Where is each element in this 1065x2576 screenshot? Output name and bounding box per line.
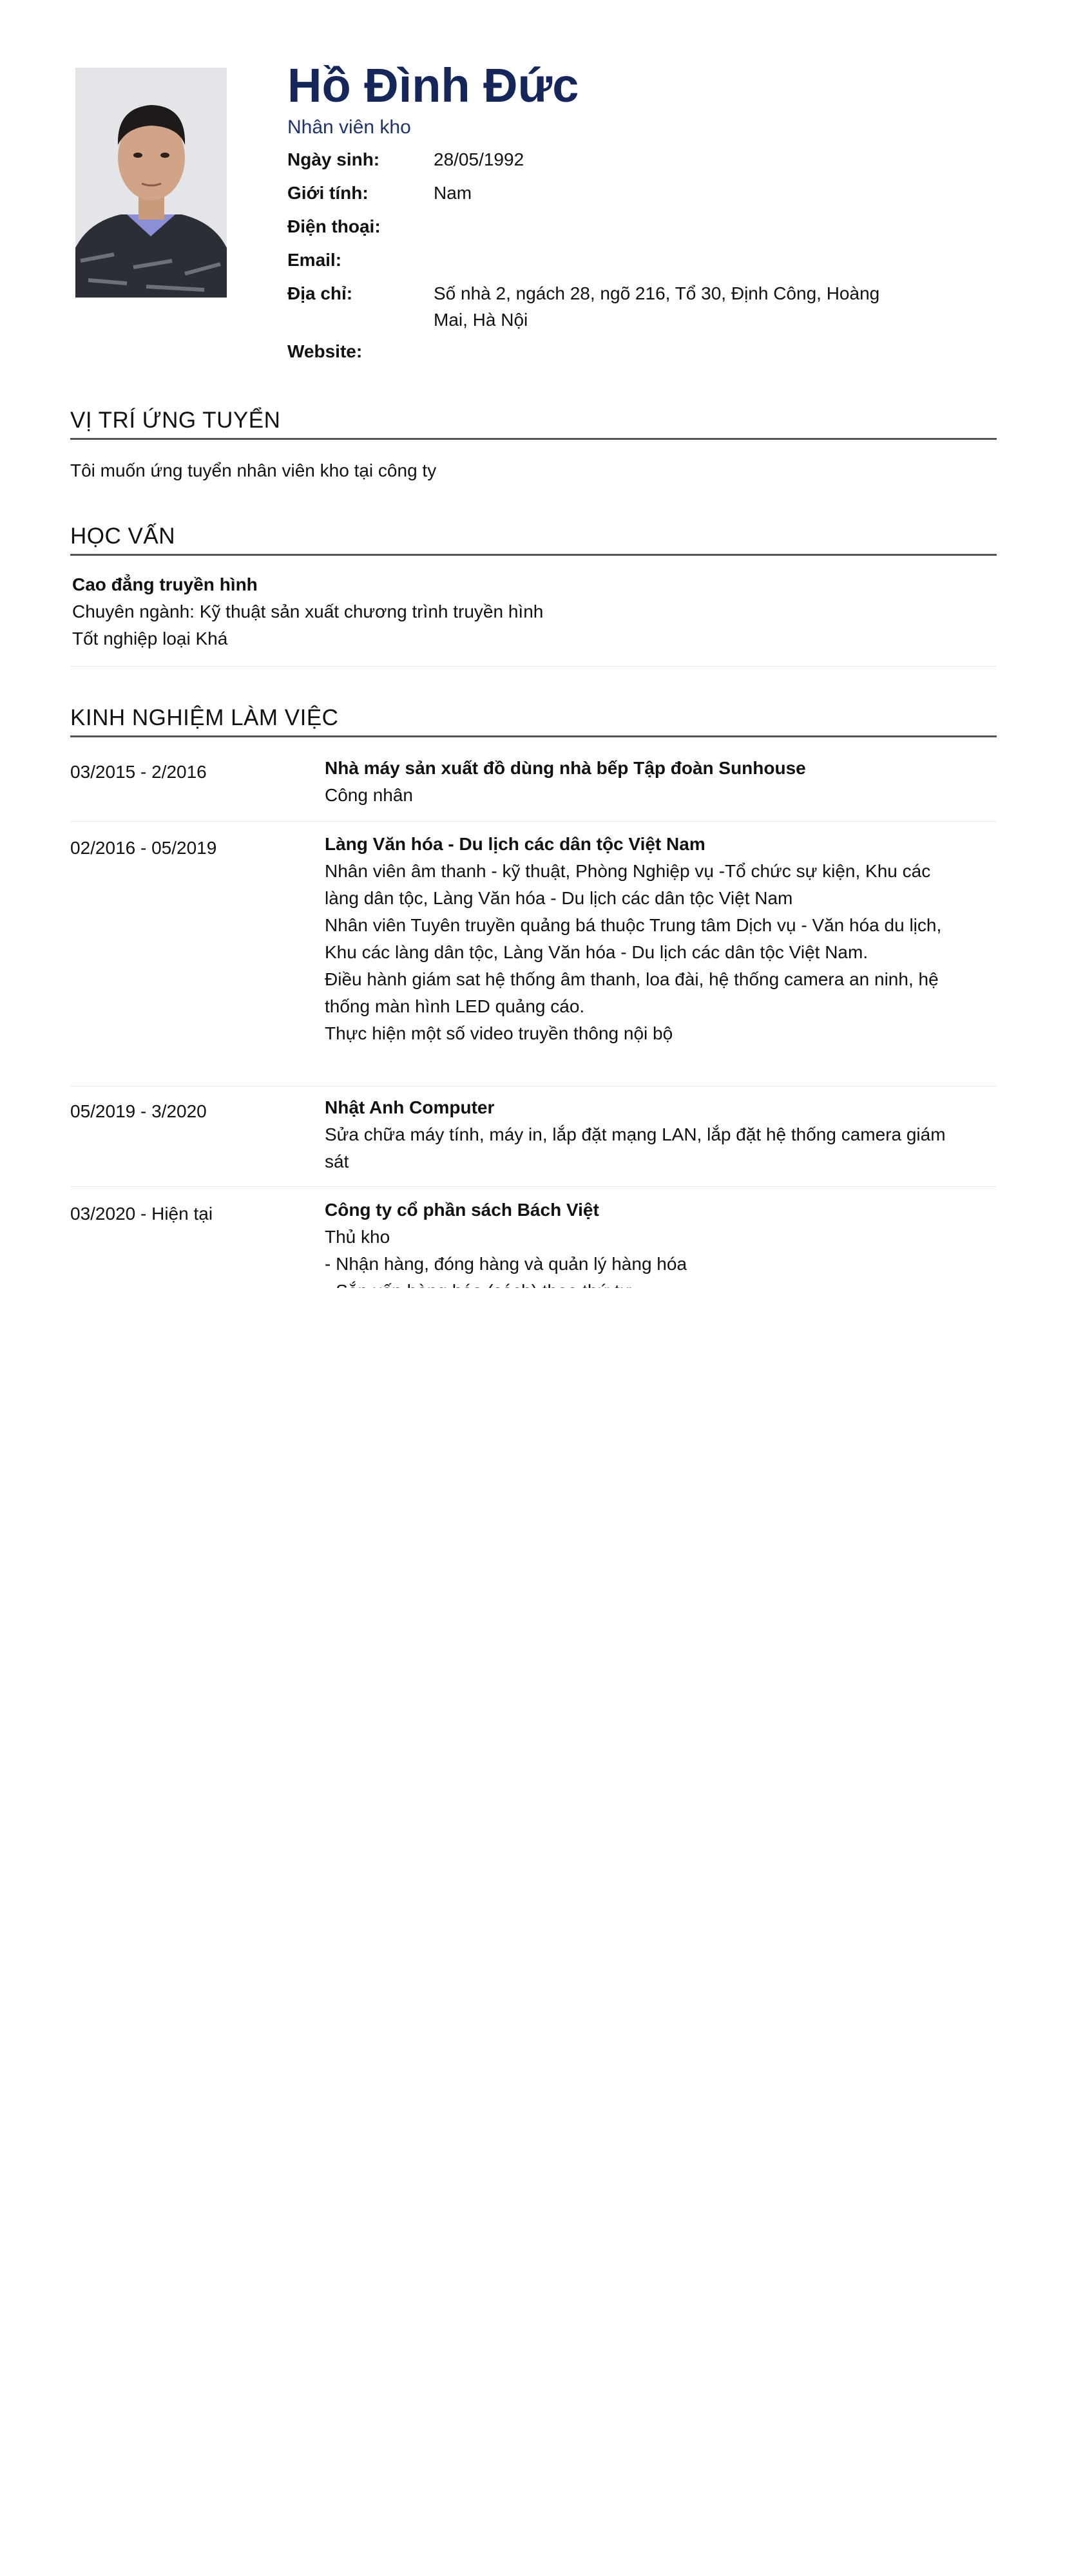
experience-date: 03/2020 - Hiện tại xyxy=(70,1204,213,1224)
experience-line: Điều hành giám sat hệ thống âm thanh, loa đài, hệ thống camera an ninh, hệ thống màn hình LED quảng cáo. xyxy=(325,969,939,1016)
experience-body xyxy=(325,831,956,1047)
experience-line: Nhân viên Tuyên truyền quảng bá thuộc Trung tâm Dịch vụ - Văn hóa du lịch, Khu các làng dân tộc, Làng Văn hóa - Du lịch các dân tộc Việt Nam. xyxy=(325,915,942,962)
experience-company: Nhà máy sản xuất đồ dùng nhà bếp Tập đoàn Sunhouse xyxy=(325,758,806,778)
info-label: Địa chỉ: xyxy=(287,283,353,303)
experience-company: Công ty cổ phần sách Bách Việt xyxy=(325,1200,599,1220)
divider xyxy=(70,821,997,822)
section-heading-objective: VỊ TRÍ ỨNG TUYỂN xyxy=(70,407,997,440)
experience-company: Nhật Anh Computer xyxy=(325,1097,495,1117)
objective-text: Tôi muốn ứng tuyển nhân viên kho tại công ty xyxy=(70,460,437,480)
divider xyxy=(70,1186,997,1187)
profile-photo xyxy=(75,68,227,298)
section-heading-education: HỌC VẤN xyxy=(70,523,997,556)
info-label: Website: xyxy=(287,341,363,361)
profile-photo-image xyxy=(75,68,227,298)
education-school: Cao đẳng truyền hình xyxy=(72,574,258,594)
experience-line: Thực hiện một số video truyền thông nội bộ xyxy=(325,1023,673,1043)
experience-line: Sửa chữa máy tính, máy in, lắp đặt mạng LAN, lắp đặt hệ thống camera giám sát xyxy=(325,1124,946,1171)
education-entry xyxy=(72,571,997,652)
experience-company: Làng Văn hóa - Du lịch các dân tộc Việt Nam xyxy=(325,834,705,854)
experience-line: - Nhận hàng, đóng hàng và quản lý hàng hóa xyxy=(325,1254,687,1274)
info-label: Ngày sinh: xyxy=(287,149,380,169)
section-heading-experience: KINH NGHIỆM LÀM VIỆC xyxy=(70,705,997,737)
experience-line: Thủ kho xyxy=(325,1227,390,1247)
experience-date: 05/2019 - 3/2020 xyxy=(70,1101,207,1121)
experience-body xyxy=(325,755,956,809)
info-value: 28/05/1992 xyxy=(434,149,524,169)
education-grade: Tốt nghiệp loại Khá xyxy=(72,629,228,649)
candidate-name: Hồ Đình Đức xyxy=(287,59,579,112)
info-value: Số nhà 2, ngách 28, ngõ 216, Tổ 30, Định Công, Hoàng Mai, Hà Nội xyxy=(434,283,880,330)
experience-date: 02/2016 - 05/2019 xyxy=(70,838,217,858)
blank-page-area xyxy=(0,1288,1065,2576)
candidate-title: Nhân viên kho xyxy=(287,117,411,138)
info-label: Email: xyxy=(287,250,342,270)
info-value: Nam xyxy=(434,183,472,203)
info-label: Giới tính: xyxy=(287,183,369,203)
experience-line: Công nhân xyxy=(325,785,414,805)
experience-date: 03/2015 - 2/2016 xyxy=(70,762,207,782)
info-label: Điện thoại: xyxy=(287,216,381,236)
experience-line: Nhân viên âm thanh - kỹ thuật, Phòng Nghiệp vụ -Tổ chức sự kiện, Khu các làng dân tộc, Làng Văn hóa - Du lịch các dân tộc Việt Nam xyxy=(325,861,931,908)
experience-body xyxy=(325,1094,956,1175)
education-major: Chuyên ngành: Kỹ thuật sản xuất chương trình truyền hình xyxy=(72,601,544,621)
divider xyxy=(70,666,997,667)
